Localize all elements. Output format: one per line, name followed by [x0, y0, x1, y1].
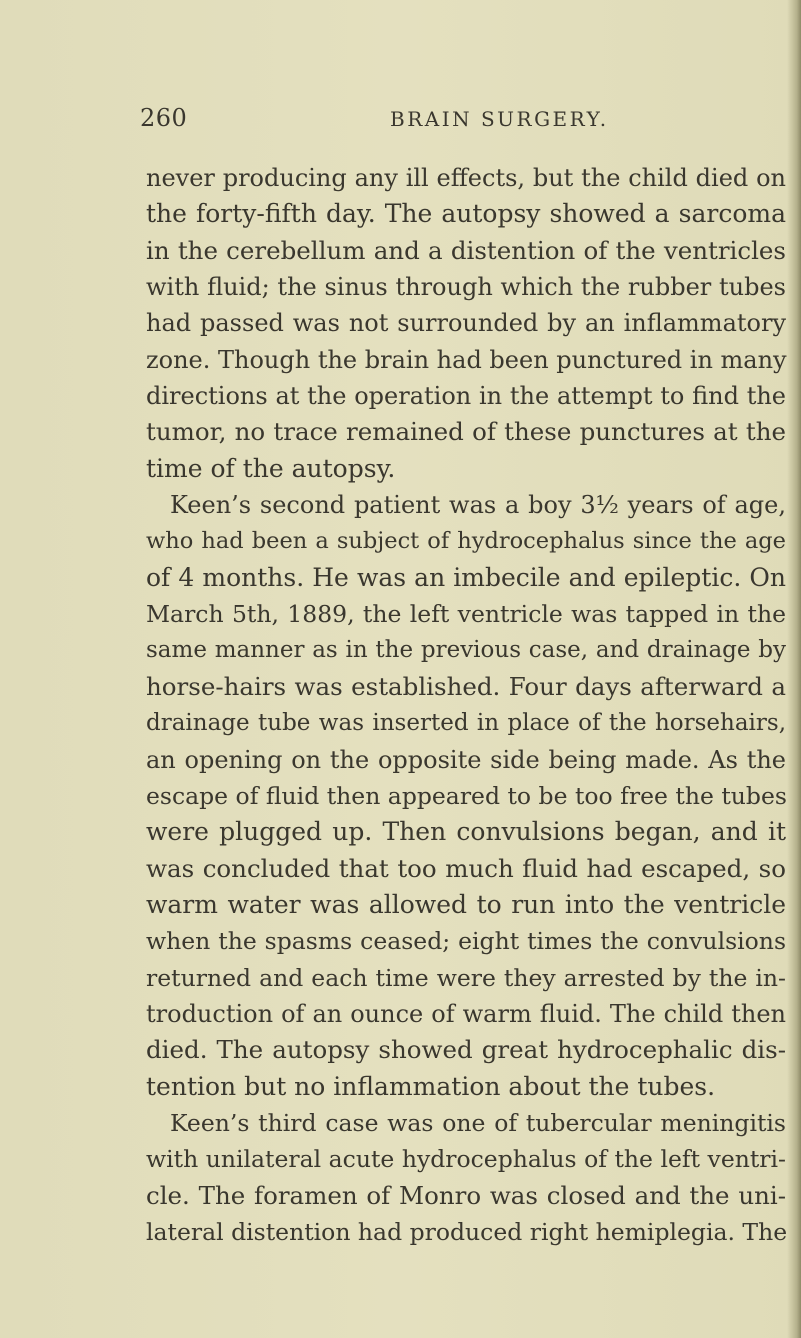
text-line: time of the autopsy.: [146, 453, 396, 483]
text-line: warm water was allowed to run into the ventricle: [146, 889, 786, 919]
text-line: drainage tube was inserted in place of the horsehairs,: [146, 710, 786, 737]
text-line: lateral distention had produced right hemiplegia. The: [146, 1217, 788, 1246]
page-number: 260: [140, 104, 188, 132]
text-line: the forty-fifth day. The autopsy showed a sarcoma: [146, 199, 786, 229]
text-line: tumor, no trace remained of these punctures at the: [146, 417, 786, 447]
text-line: when the spasms ceased; eight times the convulsions: [146, 927, 786, 956]
text-line: tention but no inflammation about the tubes.: [146, 1071, 716, 1101]
text-line: never producing any ill effects, but the child died on: [146, 164, 786, 192]
text-line: an opening on the opposite side being made. As the: [146, 745, 786, 774]
text-line: with unilateral acute hydrocephalus of the left ventri-: [146, 1145, 786, 1174]
text-line: had passed was not surrounded by an inflammatory: [146, 309, 786, 338]
text-line: directions at the operation in the attempt to find the: [146, 382, 786, 411]
text-line: were plugged up. Then convulsions began, and it: [146, 817, 786, 847]
text-line: in the cerebellum and a distention of the ventricles: [146, 235, 786, 265]
running-head: [140, 104, 780, 144]
body-text: [146, 160, 786, 1250]
text-line: who had been a subject of hydrocephalus since the age: [146, 528, 786, 555]
text-line: died. The autopsy showed great hydrocephalic dis-: [146, 1035, 786, 1065]
text-line: cle. The foramen of Monro was closed and the uni-: [146, 1180, 786, 1210]
text-line: was concluded that too much fluid had escaped, so: [146, 853, 786, 883]
text-line: of 4 months. He was an imbecile and epileptic. On: [146, 562, 786, 592]
text-line: with fluid; the sinus through which the rubber tubes: [146, 273, 786, 302]
text-line: escape of fluid then appeared to be too free the tubes: [146, 781, 787, 810]
text-line: Keen’s third case was one of tubercular meningitis: [170, 1108, 786, 1137]
text-line: same manner as in the previous case, and drainage by: [146, 637, 786, 664]
text-line: zone. Though the brain had been punctured in many: [146, 345, 787, 374]
text-line: returned and each time were they arrested by the in-: [146, 963, 786, 992]
text-line: troduction of an ounce of warm fluid. The child then: [146, 999, 786, 1028]
running-title: BRAIN SURGERY.: [390, 107, 609, 131]
page-edge-shadow: [787, 0, 801, 1338]
text-line: Keen’s second patient was a boy 3½ years of age,: [170, 491, 786, 520]
text-line: March 5th, 1889, the left ventricle was tapped in the: [146, 600, 786, 629]
text-line: horse-hairs was established. Four days afterward a: [146, 671, 786, 701]
